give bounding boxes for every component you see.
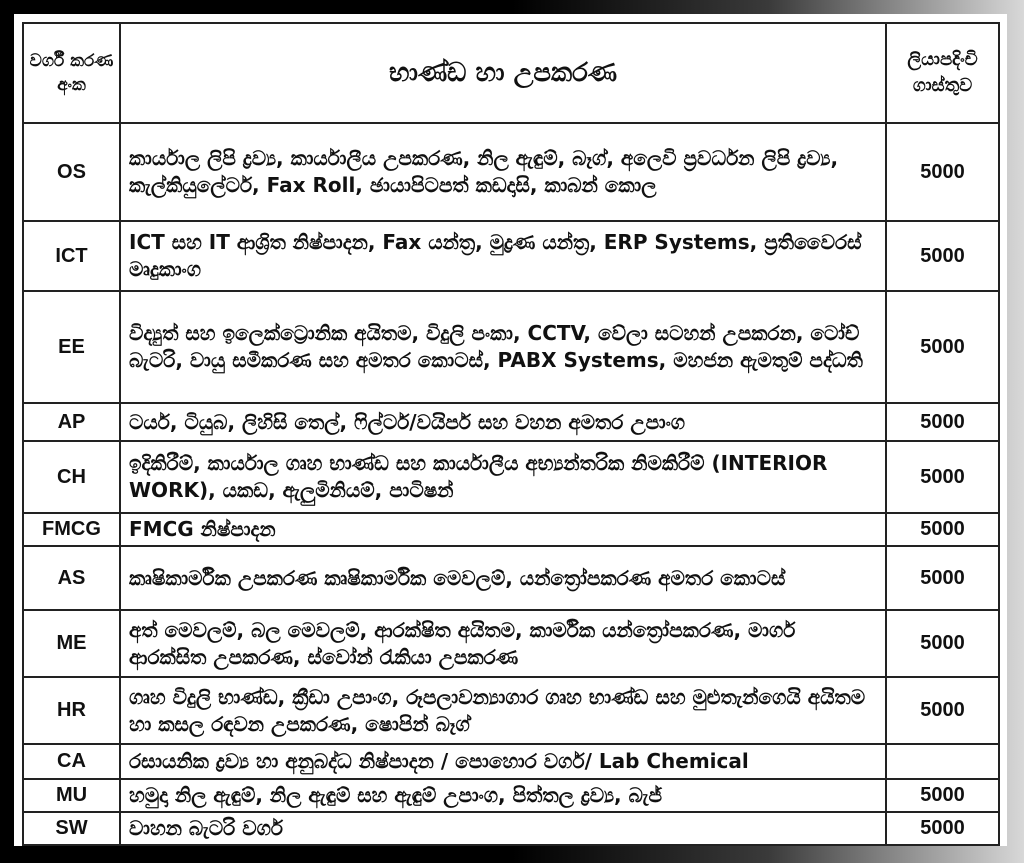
row-fee: 5000 — [886, 291, 999, 403]
table-row — [23, 221, 999, 291]
row-description: ICT සහ IT ආශ්‍රිත නිෂ්පාදන, Fax යන්ත්‍ර, මුද්‍රණ යන්ත්‍ර, ERP Systems, ප්‍රතිවෛරස් මෘදුකාංග — [120, 221, 886, 291]
row-fee: 5000 — [886, 677, 999, 744]
row-fee: 5000 — [886, 610, 999, 677]
table-row — [23, 812, 999, 845]
table-header-row — [23, 23, 999, 123]
row-code: ICT — [23, 221, 120, 291]
table-row — [23, 513, 999, 546]
row-description: හමුදා නිල ඇඳුම්, නිල ඇඳුම් සහ ඇඳුම් උපාංග, පිත්තල ද්‍රව්‍ය, බැජ් — [120, 779, 886, 812]
row-description: විද්‍යුත් සහ ඉලෙක්ට්‍රොනික අයිතම, විදුලි පංකා, CCTV, වේලා සටහන් උපකරන, ටෝච් බැටරි, වායු සමීකරණ සහ අමතර කොටස්, PABX Systems, මහජන ඇමතුම් පද්ධති — [120, 291, 886, 403]
row-code: MU — [23, 779, 120, 812]
row-code: AP — [23, 403, 120, 441]
table-row — [23, 546, 999, 610]
table-row — [23, 779, 999, 812]
row-fee: 5000 — [886, 441, 999, 513]
row-code: SW — [23, 812, 120, 845]
row-fee — [886, 744, 999, 779]
row-description: වාහන බැටරි වර්ග — [120, 812, 886, 845]
row-code: EE — [23, 291, 120, 403]
row-fee: 5000 — [886, 403, 999, 441]
row-fee: 5000 — [886, 812, 999, 845]
header-code: වර්ගී කරණ අංක — [23, 23, 120, 123]
row-description: රසායනික ද්‍රව්‍ය හා අනුබද්ධ නිෂ්පාදන / පොහොර වර්ග/ Lab Chemical — [120, 744, 886, 779]
row-code: AS — [23, 546, 120, 610]
table-row — [23, 610, 999, 677]
table-row — [23, 744, 999, 779]
registration-fee-table — [22, 22, 1000, 846]
row-code: OS — [23, 123, 120, 221]
row-code: HR — [23, 677, 120, 744]
table-row — [23, 403, 999, 441]
table-row — [23, 441, 999, 513]
row-code: ME — [23, 610, 120, 677]
row-code: CA — [23, 744, 120, 779]
row-fee: 5000 — [886, 221, 999, 291]
header-description: භාණ්ඩ හා උපකරණ — [120, 23, 886, 123]
row-fee: 5000 — [886, 779, 999, 812]
row-fee: 5000 — [886, 513, 999, 546]
table-row — [23, 677, 999, 744]
row-description: ඉදිකිරීම්, කාර්යාල ගෘහ භාණ්ඩ සහ කාර්යාලීය අභ්‍යන්තරික නිමකිරීම් (INTERIOR WORK), යකඩ, ඇලුමිනියම්, පාටිෂන් — [120, 441, 886, 513]
table-row — [23, 123, 999, 221]
table-row — [23, 291, 999, 403]
row-description: ගෘහ විදුලි භාණ්ඩ, ක්‍රීඩා උපාංග, රූපලාවන්‍යාගාර ගෘහ භාණ්ඩ සහ මුළුතැන්ගෙයි අයිතම හා කසල රඳවන උපකරණ, ෂොපින් බෑග් — [120, 677, 886, 744]
row-description: FMCG නිෂ්පාදන — [120, 513, 886, 546]
row-code: CH — [23, 441, 120, 513]
row-description: කාර්යාල ලිපි ද්‍රව්‍ය, කාර්යාලීය උපකරණ, නිල ඇඳුම්, බෑග්, අලෙවි ප්‍රවර්ධන ලිපි ද්‍රව්‍ය, කැල්කියුලේටර්, Fax Roll, ඡායාපිටපත් කඩදාසි, කාබන් කොල — [120, 123, 886, 221]
row-fee: 5000 — [886, 123, 999, 221]
row-description: කෘෂිකාර්මික උපකරණ කෘෂිකාර්මික මෙවලම්, යන්ත්‍රෝපකරණ අමතර කොටස් — [120, 546, 886, 610]
row-description: ටයර්, ටියුබ, ලිහිසි තෙල්, ෆිල්ටර්/වයිපර් සහ වහන අමතර උපාංග — [120, 403, 886, 441]
header-fee: ලියාපදිංචි ගාස්තුව — [886, 23, 999, 123]
notice-card — [14, 14, 1007, 846]
row-fee: 5000 — [886, 546, 999, 610]
row-code: FMCG — [23, 513, 120, 546]
row-description: අත් මෙවලම්, බල මෙවලම්, ආරක්ෂිත අයිතම, කාර්මික යන්ත්‍රෝපකරණ, මාර්ග ආරක්සිත උපකරණ, ස්වෝන් රැකියා උපකරණ — [120, 610, 886, 677]
